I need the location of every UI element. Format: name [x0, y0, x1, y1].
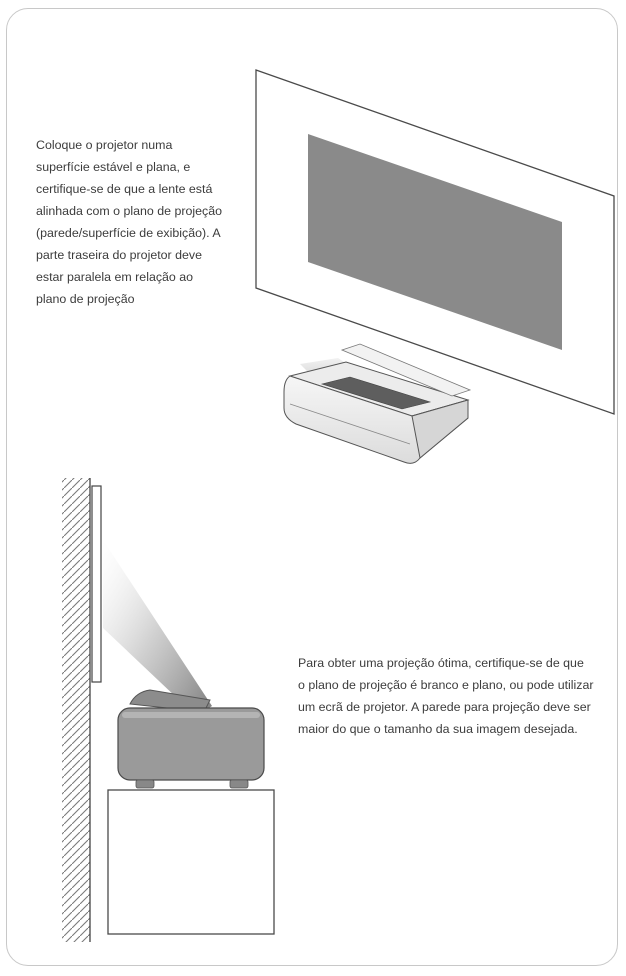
placement-instruction-text: Coloque o projetor numa superfície estável e plana, e certifique-se de que a lente está alinhada com o plano de projeção (parede/superfície de exibição). A parte traseira do projetor deve estar paralela em relação ao plano de projeção [36, 138, 222, 306]
cabinet [108, 790, 274, 934]
projection-beam-side [103, 540, 212, 716]
screen-instruction-text: Para obter uma projeção ótima, certifique-se de que o plano de projeção é branco e plano, ou pode utilizar um ecrã de projetor. A parede para projeção deve ser maior do que o tamanho da sua imagem desejada. [298, 656, 594, 736]
projector-side-view [118, 690, 264, 788]
wall-cross-section [62, 478, 90, 942]
wall-screen [92, 486, 101, 682]
projector-top-view [284, 344, 470, 463]
